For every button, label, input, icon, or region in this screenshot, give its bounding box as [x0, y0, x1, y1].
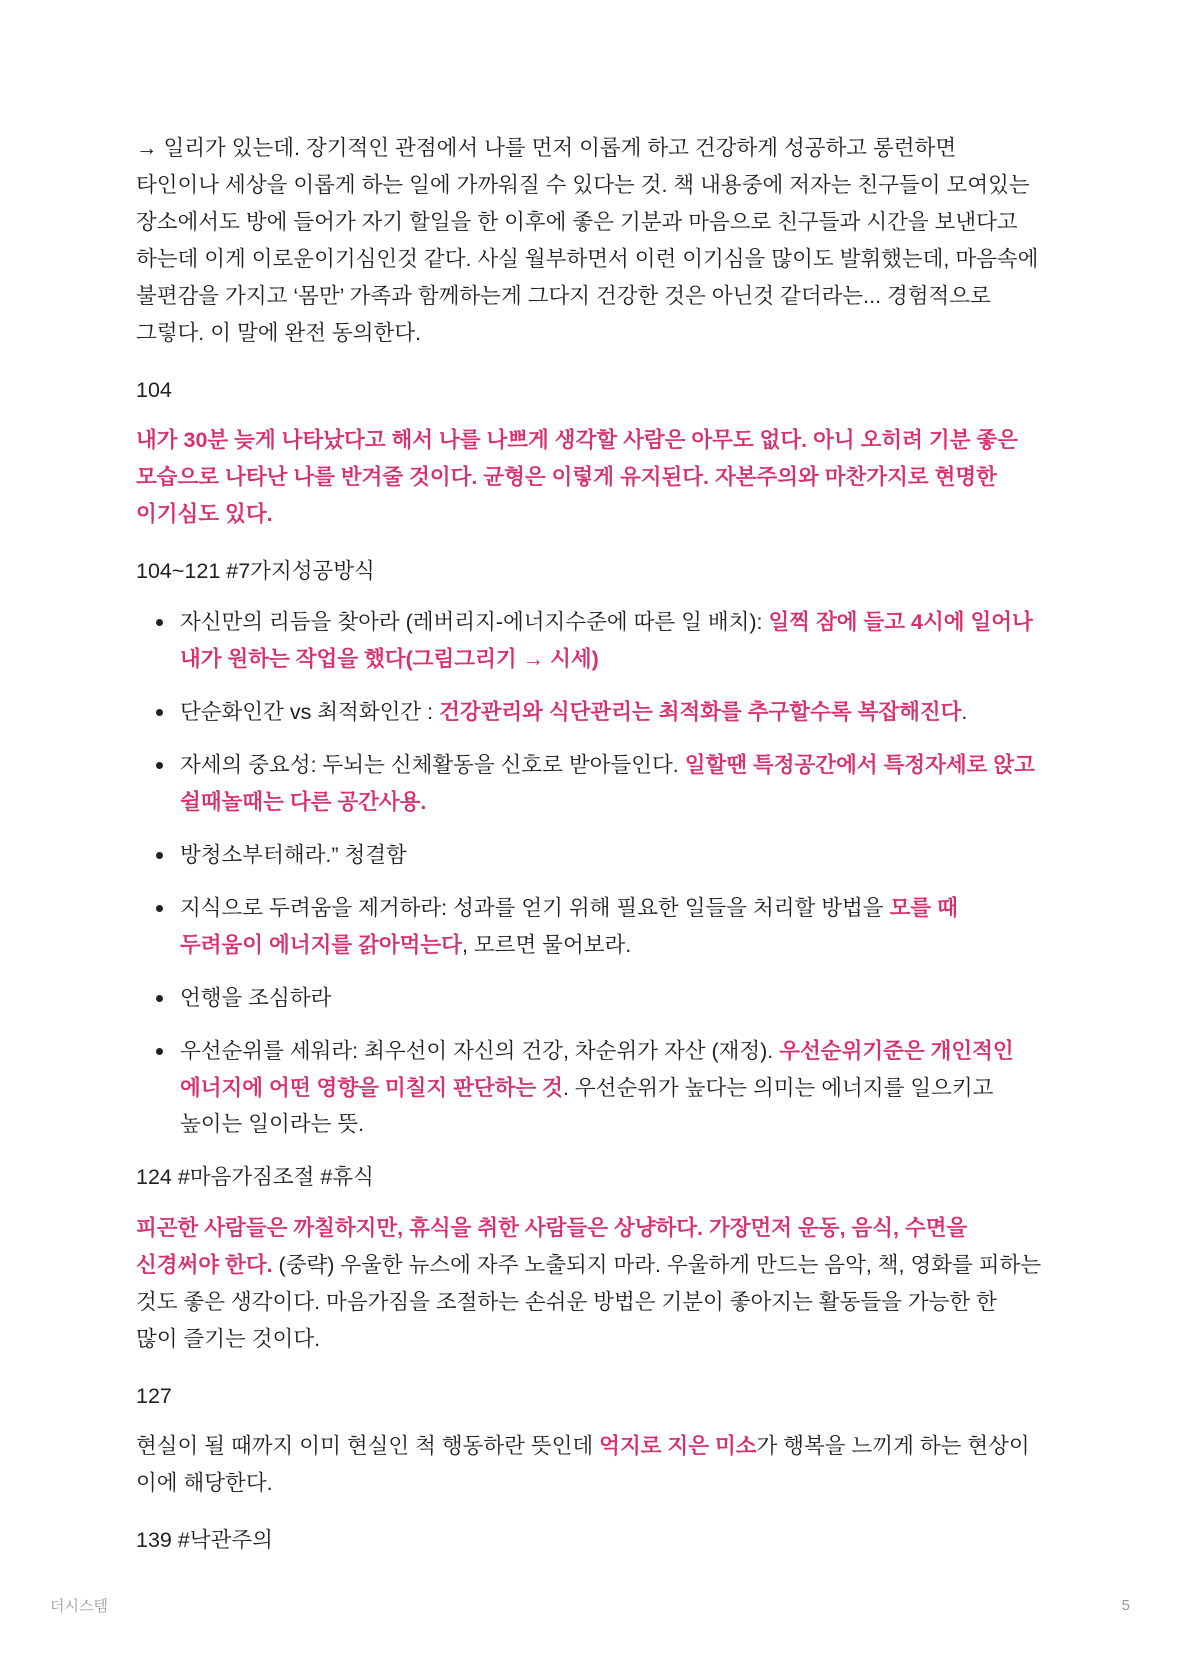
section-label-104: 104	[136, 377, 172, 402]
highlighted-text: 건강관리와 식단관리는 최적화를 추구할수록 복잡해진다	[439, 699, 962, 724]
body-text: . 우선순위가 높다는 의미는 에너지를 일으키고 높이는 일이라는 뜻.	[180, 1075, 994, 1137]
list-item	[136, 604, 1044, 678]
section-label-104-121: 104~121 #7가지성공방식	[136, 559, 375, 584]
highlighted-text: 일할땐 특정공간에서 특정자세로 앉고 쉴때놀때는 다른 공간사용.	[180, 752, 1035, 814]
highlighted-text: 억지로 지은 미소	[599, 1434, 757, 1459]
paragraph-127	[136, 1428, 1044, 1502]
highlighted-text: 모를 때 두려움이 에너지를 갉아먹는다	[180, 895, 958, 957]
section-label-139: 139 #낙관주의	[136, 1528, 273, 1553]
section-label-127: 127	[136, 1383, 172, 1408]
footer-book-title: 더시스템	[50, 1598, 108, 1615]
body-text: 언행을 조심하라	[180, 985, 332, 1010]
body-text: .	[961, 699, 968, 724]
body-text: 지식으로 두려움을 제거하라: 성과를 얻기 위해 필요한 일들을 처리할 방법을	[180, 895, 890, 920]
section-label-124: 124 #마음가짐조절 #휴식	[136, 1165, 374, 1190]
list-item	[136, 980, 1044, 1017]
highlighted-quote-104: 내가 30분 늦게 나타났다고 해서 나를 나쁘게 생각할 사람은 아무도 없다. 아니 오히려 기분 좋은 모습으로 나타난 나를 반겨줄 것이다. 균형은 이렇게 유지된다. 자본주의와 마찬가지로 현명한 이기심도 있다.	[136, 428, 1018, 527]
list-item	[136, 837, 1044, 874]
page-footer	[0, 1595, 1180, 1616]
list-item	[136, 694, 1044, 731]
list-item	[136, 747, 1044, 821]
paragraph-124	[136, 1210, 1044, 1358]
highlighted-text: 일찍 잠에 들고 4시에 일어나 내가 원하는 작업을 했다(그림그리기 → 시세)	[180, 609, 1033, 671]
intro-paragraph: → 일리가 있는데. 장기적인 관점에서 나를 먼저 이롭게 하고 건강하게 성공하고 롱런하면 타인이나 세상을 이롭게 하는 일에 가까워질 수 있다는 것. 책 내용중에 저자는 친구들이 모여있는 장소에서도 방에 들어가 자기 할일을 한 이후에 좋은 기분과 마음으로 친구들과 시간을 보낸다고 하는데 이게 이로운이기심인것 같다. 사실 월부하면서 이런 이기심을 많이도 발휘했는데, 마음속에 불편감을 가지고 ‘몸만’ 가족과 함께하는게 그다지 건강한 것은 아닌것 같더라는... 경험적으로 그렇다. 이 말에 완전 동의한다.	[136, 136, 1039, 345]
body-text: 방청소부터해라.” 청결함	[180, 842, 407, 867]
body-text: 자신만의 리듬을 찾아라 (레버리지-에너지수준에 따른 일 배치):	[180, 609, 769, 634]
body-text: 자세의 중요성: 두뇌는 신체활동을 신호로 받아들인다.	[180, 752, 685, 777]
footer-page-number: 5	[1121, 1597, 1130, 1614]
list-item	[136, 1033, 1044, 1144]
body-text: 우선순위를 세워라: 최우선이 자신의 건강, 차순위가 자산 (재정).	[180, 1038, 780, 1063]
body-text: 단순화인간 vs 최적화인간 :	[180, 699, 440, 724]
highlighted-text: 피곤한 사람들은 까칠하지만, 휴식을 취한 사람들은 상냥하다. 가장먼저 운동, 음식, 수면을 신경써야 한다.	[136, 1215, 968, 1277]
success-methods-list	[136, 604, 1044, 1144]
list-item	[136, 890, 1044, 964]
body-text: 현실이 될 때까지 이미 현실인 척 행동하란 뜻인데	[136, 1434, 600, 1459]
body-text: 가 행복을 느끼게 하는 현상이 이에 해당한다.	[136, 1434, 1030, 1496]
body-text: (중략) 우울한 뉴스에 자주 노출되지 마라. 우울하게 만드는 음악, 책, 영화를 피하는 것도 좋은 생각이다. 마음가짐을 조절하는 손쉬운 방법은 기분이 좋아지는 활동들을 가능한 한 많이 즐기는 것이다.	[136, 1252, 1042, 1351]
body-text: , 모르면 물어보라.	[461, 932, 632, 957]
highlighted-text: 우선순위기준은 개인적인 에너지에 어떤 영향을 미칠지 판단하는 것	[180, 1038, 1014, 1100]
